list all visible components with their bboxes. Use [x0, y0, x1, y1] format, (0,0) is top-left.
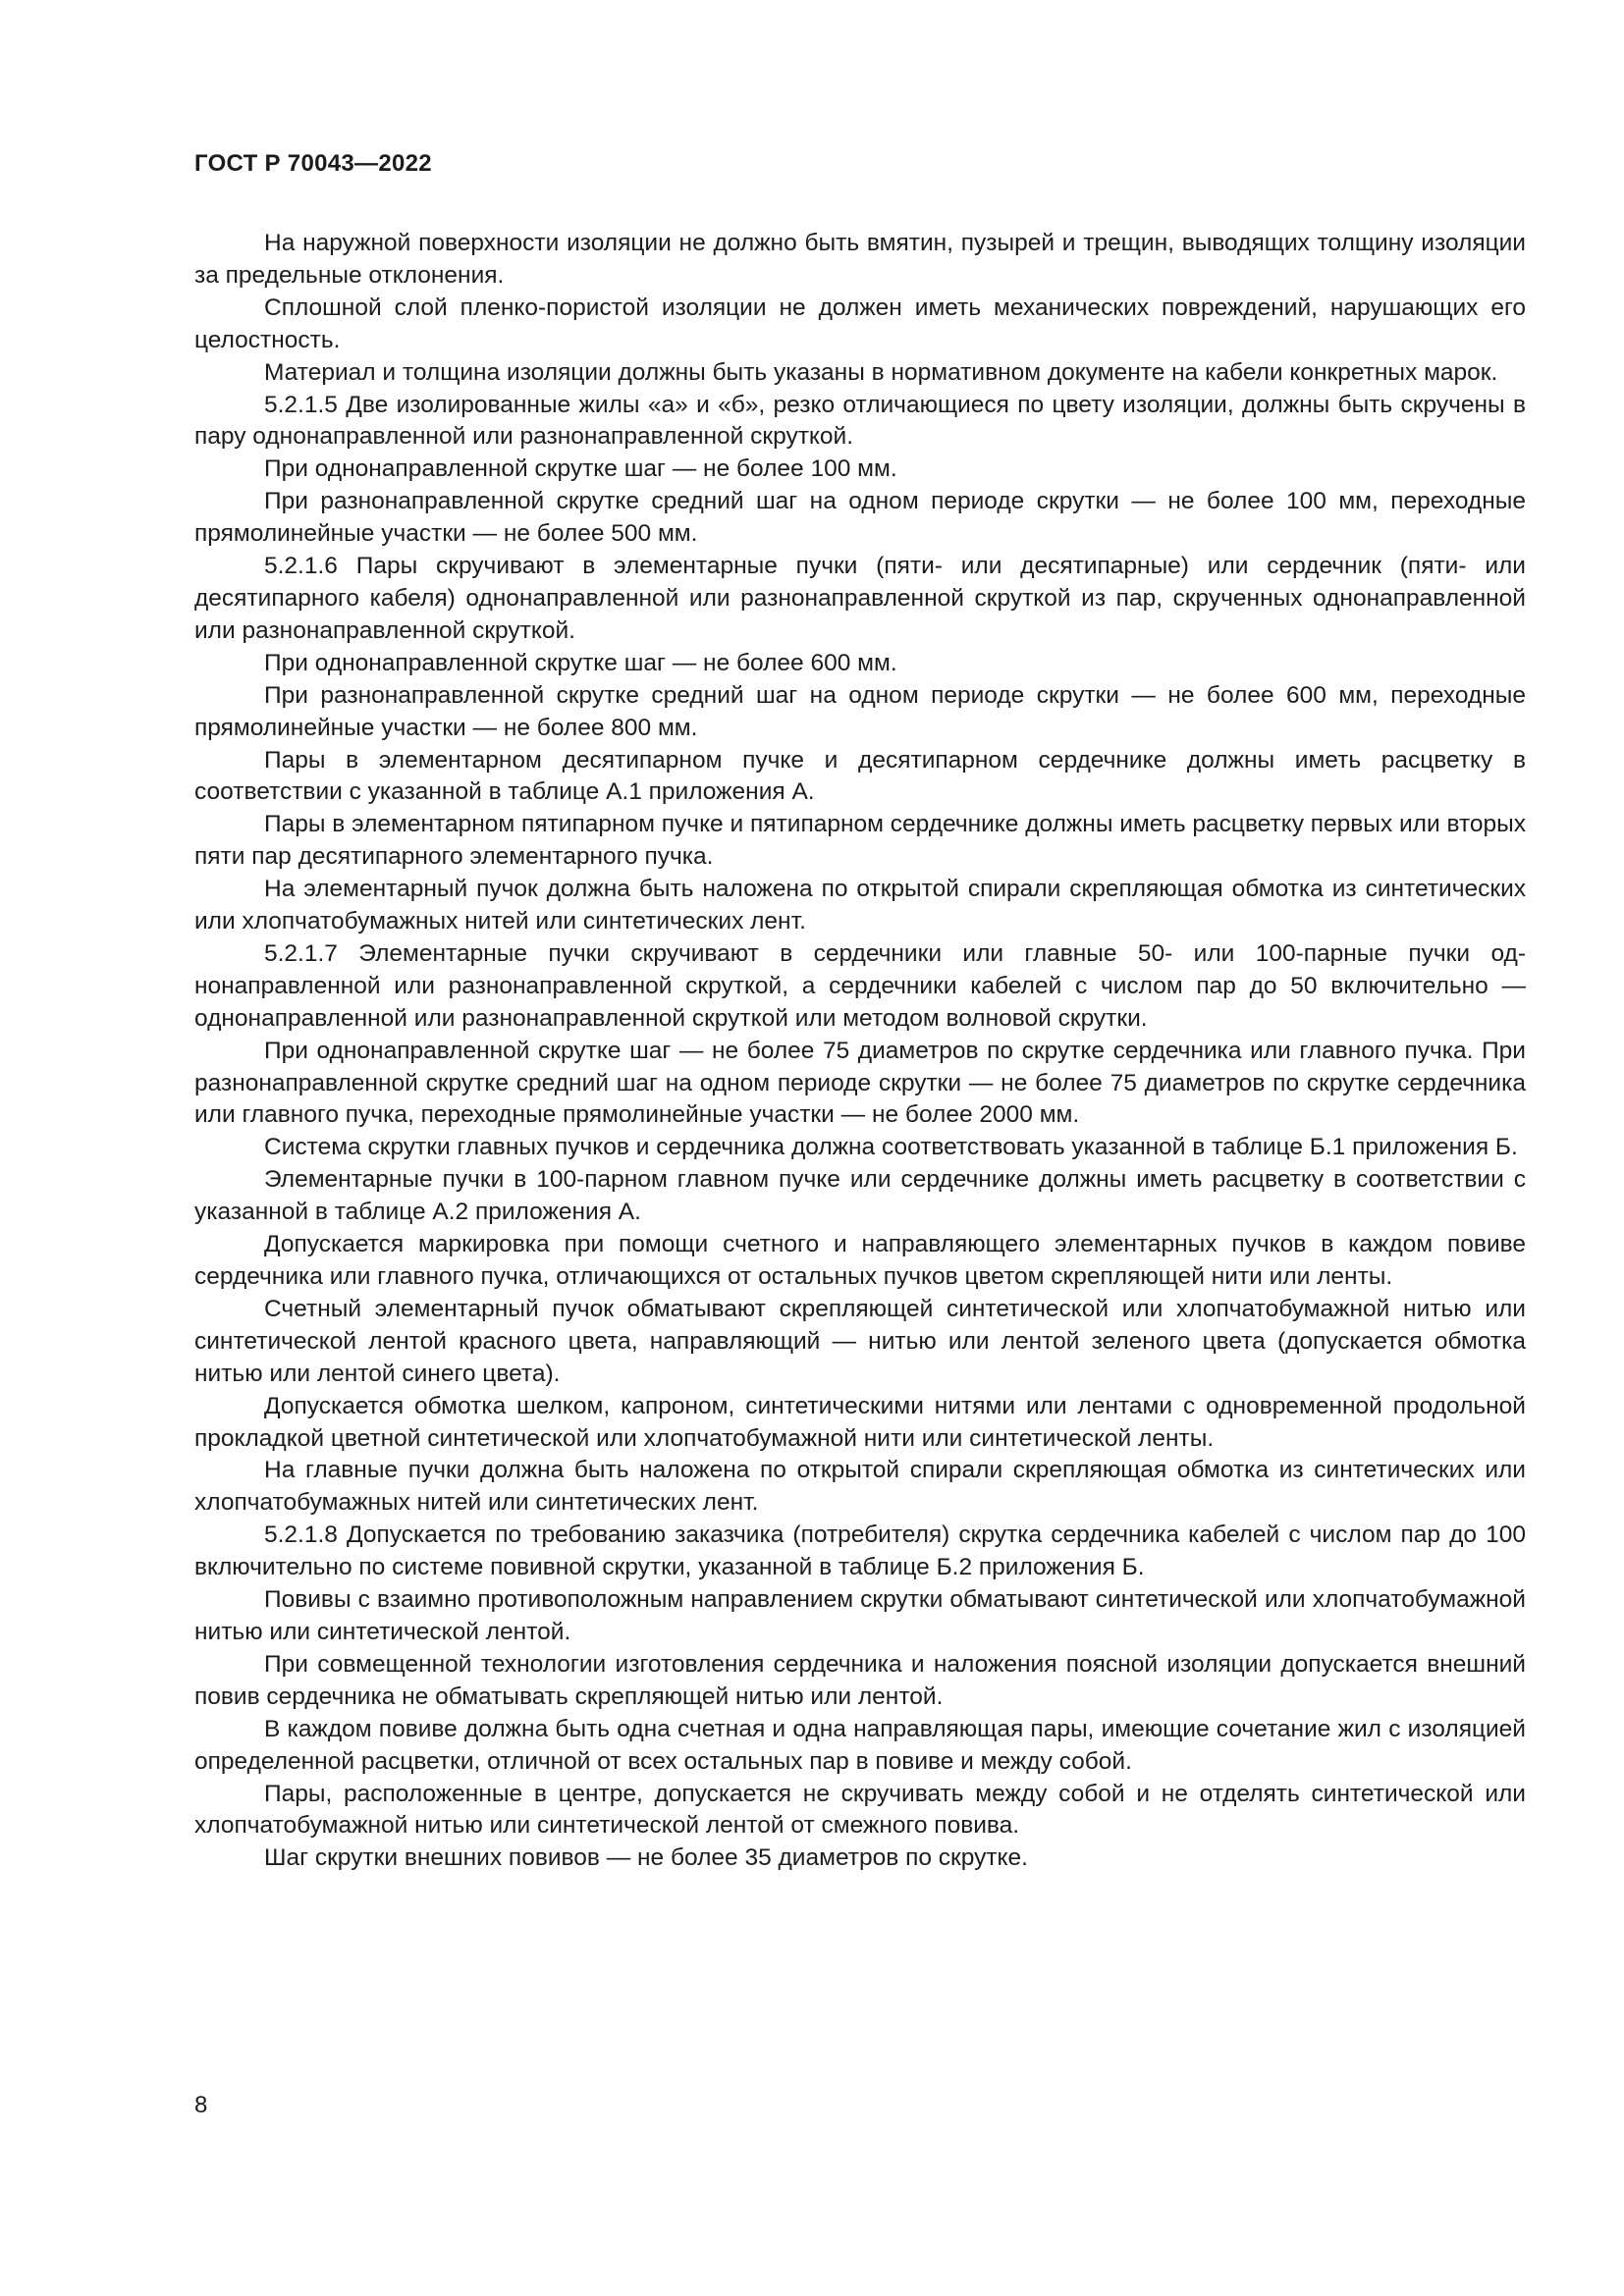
paragraph: Шаг скрутки внешних повивов — не более 35 диаметров по скрутке.: [264, 1844, 1028, 1872]
paragraph: Повивы с взаимно противоположным направлением скрутки обматывают синтетической или хлопчатобумажной нитью или синтетической лентой.: [194, 1586, 1526, 1645]
paragraph: При однонаправленной скрутке шаг — не более 600 мм.: [264, 649, 897, 676]
paragraph-5-2-1-8: 5.2.1.8 Допускается по требованию заказчика (потребителя) скрутка сердечника кабелей с числом пар до 100 включительно по системе повивной скрутки, указанной в таблице Б.2 приложения Б.: [194, 1522, 1526, 1581]
paragraph: Материал и толщина изоляции должны быть указаны в нормативном документе на кабели конкретных марок.: [264, 358, 1498, 386]
paragraph: При совмещенной технологии изготовления сердечника и наложения поясной изоляции допускается внешний повив сердечника не обматывать скрепляющей нитью или лентой.: [194, 1650, 1526, 1710]
paragraph: На главные пучки должна быть наложена по открытой спирали скрепляющая обмотка из синтетических или хлопчатобумажных нитей или синтетических лент.: [194, 1457, 1526, 1517]
paragraph: Пары в элементарном пятипарном пучке и пятипарном сердечнике должны иметь расцветку первых или вторых пяти пар десятипарного элементарного пучка.: [194, 811, 1526, 871]
paragraph: При разнонаправленной скрутке средний шаг на одном периоде скрутки — не более 600 мм, переходные прямолинейные участки — не более 800 мм.: [194, 681, 1526, 741]
paragraph: На элементарный пучок должна быть наложена по открытой спирали скрепляющая обмотка из синтетических или хлопчатобумажных нитей или синтетических лент.: [194, 876, 1526, 935]
paragraph: В каждом повиве должна быть одна счетная и одна направляющая пары, имеющие сочетание жил с изоляцией определенной расцветки, отличной от всех остальных пар в повиве и между собой.: [194, 1715, 1526, 1775]
paragraph: При однонаправленной скрутке шаг — не более 75 диаметров по скрутке сердечника или главного пучка. При разнонаправленной скрутке средний шаг на одном периоде скрутки — не более 75 диаметров по скрутке сердечника или главного пучка, переходные прямолинейные участки — не более 2000 мм.: [194, 1037, 1526, 1129]
page-number: 8: [194, 2092, 208, 2118]
paragraph: Сплошной слой пленко-пористой изоляции не должен иметь механических повреждений, нарушающих его целостность.: [194, 294, 1526, 353]
paragraph: Допускается обмотка шелком, капроном, синтетическими нитями или лентами с одновременной продольной прокладкой цветной синтетической или хлопчатобумажной нити или синтетической ленты.: [194, 1392, 1526, 1452]
paragraph: При однонаправленной скрутке шаг — не более 100 мм.: [264, 455, 897, 483]
paragraph: Счетный элементарный пучок обматывают скрепляющей синтетической или хлопчатобумажной нитью или синтетической лентой красного цвета, направляющий — нитью или лентой зеленого цвета (допускается обмотка нитью или лентой синего цвета).: [194, 1295, 1526, 1387]
paragraph: Пары, расположенные в центре, допускается не скручивать между собой и не отделять синтетической или хлопчатобумажной нитью или синтетической лентой от смежного повива.: [194, 1780, 1526, 1840]
paragraph-5-2-1-5: 5.2.1.5 Две изолированные жилы «а» и «б», резко отличающиеся по цвету изоляции, должны быть скручены в пару однонаправленной или разнонаправленной скруткой.: [194, 391, 1526, 451]
paragraph: Допускается маркировка при помощи счетного и направляющего элементарных пучков в каждом повиве сердечника или главного пучка, отличающихся от остальных пучков цветом скрепляющей нити или ленты.: [194, 1231, 1526, 1290]
paragraph: Система скрутки главных пучков и сердечника должна соответствовать указанной в таблице Б.1 приложения Б.: [264, 1134, 1518, 1161]
paragraph: При разнонаправленной скрутке средний шаг на одном периоде скрутки — не более 100 мм, переходные прямолинейные участки — не более 500 мм.: [194, 488, 1526, 548]
paragraph: Элементарные пучки в 100-парном главном пучке или сердечнике должны иметь расцветку в соответствии с указанной в таблице А.2 приложения А.: [194, 1166, 1526, 1226]
paragraph: Пары в элементарном десятипарном пучке и десятипарном сердечнике должны иметь расцветку в соответствии с указанной в таблице А.1 приложения А.: [194, 746, 1526, 806]
paragraph-5-2-1-6: 5.2.1.6 Пары скручивают в элементарные пучки (пяти- или десятипарные) или сердечник (пяти- или десятипарного кабеля) однонаправленной или разнонаправленной скруткой из пар, скрученных однонаправленной или разнонаправленной скруткой.: [194, 553, 1526, 644]
standard-code-header: ГОСТ Р 70043—2022: [194, 150, 432, 177]
paragraph: На наружной поверхности изоляции не должно быть вмятин, пузырей и трещин, выводящих толщину изоляции за предельные отклонения.: [194, 230, 1526, 289]
paragraph-5-2-1-7: 5.2.1.7 Элементарные пучки скручивают в сердечники или главные 50- или 100-парные пучки однонаправленной или разнонаправленной скруткой, а сердечники кабелей с числом пар до 50 включительно — однонаправленной или разнонаправленной скруткой или методом волновой скрутки.: [194, 939, 1526, 1032]
document-body: [194, 228, 1526, 1875]
